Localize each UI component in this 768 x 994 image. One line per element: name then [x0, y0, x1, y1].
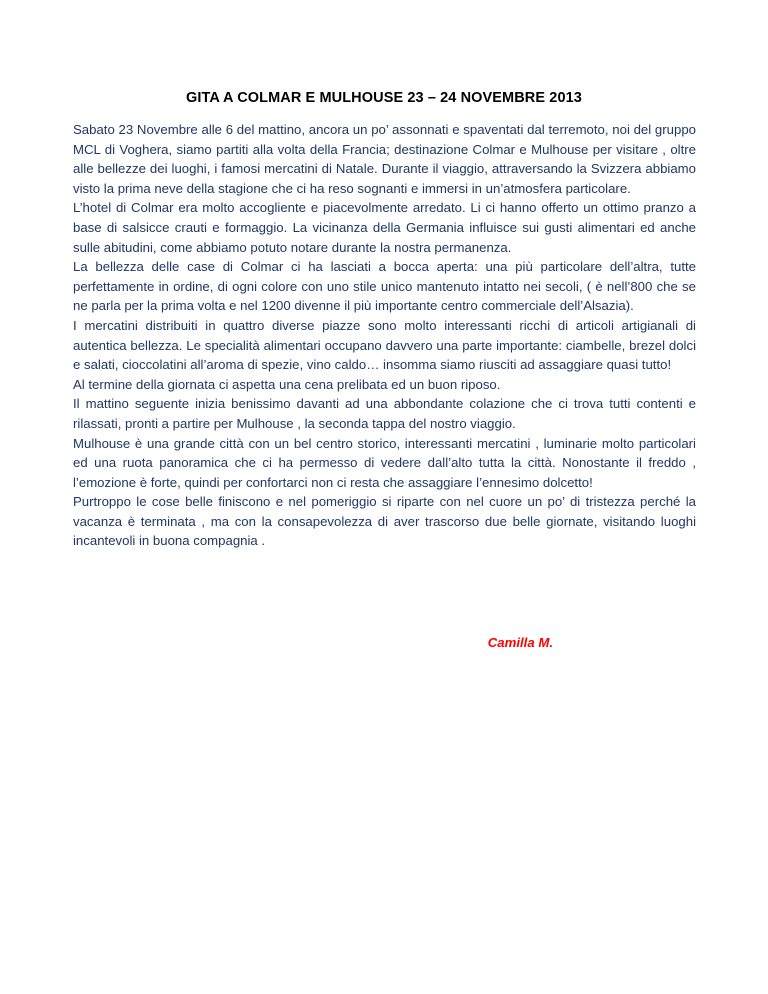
paragraph-mulhouse: Mulhouse è una grande città con un bel centro storico, interessanti mercatini , luminarie molto particolari ed una ruota panoramica che ci ha permesso di vedere dall’alto tutta la città. Nonostante il freddo , l’emozione è forte, quindi per confortarci non ci resta che assaggiare l’ennesimo dolcetto!	[73, 435, 696, 490]
paragraph-hotel: L’hotel di Colmar era molto accogliente e piacevolmente arredato. Li ci hanno offerto un ottimo pranzo a base di salsicce crauti e formaggio. La vicinanza della Germania influisce sui gusti alimentari ed anche sulle abitudini, come abbiamo potuto notare durante la nostra permanenza.	[73, 200, 696, 255]
paragraph-departure: Sabato 23 Novembre alle 6 del mattino, ancora un po’ assonnati e spaventati dal terremoto, noi del gruppo MCL di Voghera, siamo partiti alla volta della Francia; destinazione Colmar e Mulhouse per visitare , oltre alle bellezze dei luoghi, i famosi mercatini di Natale. Durante il viaggio, attraversando la Svizzera abbiamo visto la prima neve della stagione che ci ha reso sognanti e immersi in un’atmosfera particolare.	[73, 122, 696, 196]
paragraph-return: Purtroppo le cose belle finiscono e nel pomeriggio si riparte con nel cuore un po’ di tristezza perché la vacanza è terminata , ma con la consapevolezza di aver trascorso due belle giornate, visitando luoghi incantevoli in buona compagnia .	[73, 494, 696, 549]
document-title: GITA A COLMAR E MULHOUSE 23 – 24 NOVEMBRE 2013	[186, 90, 582, 106]
paragraph-markets: I mercatini distribuiti in quattro diverse piazze sono molto interessanti ricchi di articoli artigianali di autentica bellezza. Le specialità alimentari occupano davvero una parte importante: ciambelle, brezel dolci e salati, cioccolatini all’aroma di spezie, vino caldo… insomma siamo riusciti ad assaggiare quasi tutto!	[73, 317, 696, 373]
paragraph-next-morning: Il mattino seguente inizia benissimo davanti ad una abbondante colazione che ci trova tutti contenti e rilassati, pronti a partire per Mulhouse , la seconda tappa del nostro viaggio.	[73, 396, 696, 431]
paragraph-colmar-houses: La bellezza delle case di Colmar ci ha lasciati a bocca aperta: una più particolare dell’altra, tutte perfettamente in ordine, di ogni colore con uno stile unico mantenuto intatto nei secoli, ( è nell’800 che se ne parla per la prima volta e nel 1200 divenne il più importante centro commerciale dell’Alsazia).	[73, 259, 696, 314]
document-body	[73, 120, 696, 551]
paragraph-dinner: Al termine della giornata ci aspetta una cena prelibata ed un buon riposo.	[73, 376, 501, 392]
author-signature: Camilla M.	[487, 635, 553, 650]
